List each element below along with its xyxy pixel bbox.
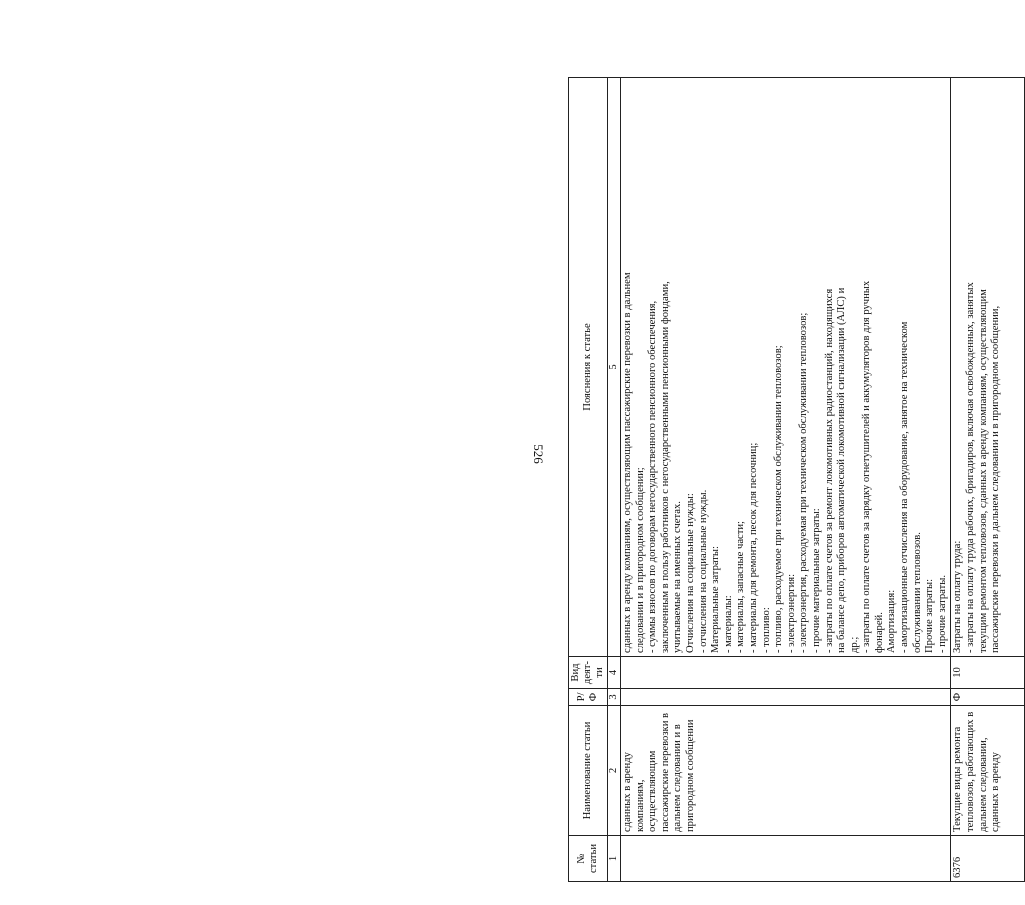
row-explanation (621, 78, 951, 657)
explanation-line: - электроэнергия: (785, 573, 797, 653)
explanation-line: Амортизация: (886, 589, 898, 653)
rotated-table-frame (568, 77, 1025, 882)
col-index: 3 (608, 689, 621, 706)
explanation-line: сданных в аренду компаниям, осуществляющим пассажирские перевозки в дальнем (622, 272, 633, 653)
explanation-line: заключенным в пользу работников с негосударственными пенсионными фондами, (659, 281, 671, 653)
explanation-line: - материалы для ремонта, песок для песочниц; (747, 442, 759, 653)
column-index-row (608, 78, 621, 882)
page-number: 526 (531, 444, 546, 464)
explanation-line: Материальные затраты: (710, 546, 722, 653)
explanation-line: - отчисления на социальные нужды. (697, 489, 709, 653)
header-num: № статьи (569, 836, 608, 882)
col-index: 5 (608, 78, 621, 657)
explanation-line: следовании и в пригородном сообщении; (634, 467, 646, 653)
explanation-line: др.; (848, 636, 860, 653)
header-vid: Вид деят-ти (569, 657, 608, 689)
explanation-line: - топливо, расходуемое при техническом обслуживании тепловозов; (773, 345, 785, 653)
explanation-line: - амортизационные отчисления на оборудование, занятое на техническом (899, 321, 911, 653)
explanation-line: фонарей. (873, 612, 885, 653)
explanation-line: Затраты на оплату труда: (952, 540, 964, 653)
explanation-line: пассажирские перевозки в дальнем следовании и в пригородном сообщении, (990, 305, 1002, 653)
cost-items-table (568, 77, 1025, 882)
header-name: Наименование статьи (569, 706, 608, 836)
table-row (951, 78, 1025, 882)
row-explanation (951, 78, 1025, 657)
table-row (621, 78, 951, 882)
explanation-line: - прочие материальные затраты: (810, 508, 822, 653)
row-rf: Ф (951, 689, 1025, 706)
explanation-line: - суммы взносов по договорам негосударственного пенсионного обеспечения, (647, 300, 659, 653)
explanation-line: - материалы: (722, 595, 734, 653)
row-num: 6376 (951, 836, 1025, 882)
explanation-line: - затраты по оплате счетов за ремонт локомотивных радиостанций, находящихся (823, 288, 835, 653)
header-explain: Пояснения к статье (569, 78, 608, 657)
explanation-line: обслуживании тепловозов. (911, 532, 923, 653)
row-rf (621, 689, 951, 706)
explanation-line: учитываемые на именных счетах. (672, 501, 684, 653)
header-row (569, 78, 608, 882)
row-name: сданных в аренду компаниям, осуществляющим пассажирские перевозки в дальнем следовании и в пригородном сообщении (621, 706, 951, 836)
explanation-line: на балансе депо, приборов автоматической локомотивной сигнализации (АЛС) и (836, 287, 848, 653)
col-index: 1 (608, 836, 621, 882)
row-num (621, 836, 951, 882)
row-vid (621, 657, 951, 689)
explanation-line: - затраты по оплате счетов за зарядку огнетушителей и аккумуляторов для ручных (861, 280, 873, 653)
row-name: Текущие виды ремонта тепловозов, работающих в дальнем следовании, сданных в аренду (951, 706, 1025, 836)
explanation-line: текущим ремонтом тепловозов, сданных в аренду компаниям, осуществляющим (977, 289, 989, 653)
header-rf: Р/ Ф (569, 689, 608, 706)
explanation-line: - электроэнергия, расходуемая при техническом обслуживании тепловозов; (798, 312, 810, 653)
row-vid: 10 (951, 657, 1025, 689)
explanation-line: - затраты на оплату труда рабочих, бригадиров, включая освобожденных, занятых (965, 282, 977, 653)
explanation-line: Отчисления на социальные нужды: (684, 493, 696, 653)
explanation-line: - материалы, запасные части; (735, 521, 747, 653)
explanation-line: Прочие затраты: (924, 578, 936, 653)
col-index: 2 (608, 706, 621, 836)
col-index: 4 (608, 657, 621, 689)
explanation-line: - топливо: (760, 607, 772, 653)
explanation-line: - прочие затраты. (936, 574, 948, 653)
